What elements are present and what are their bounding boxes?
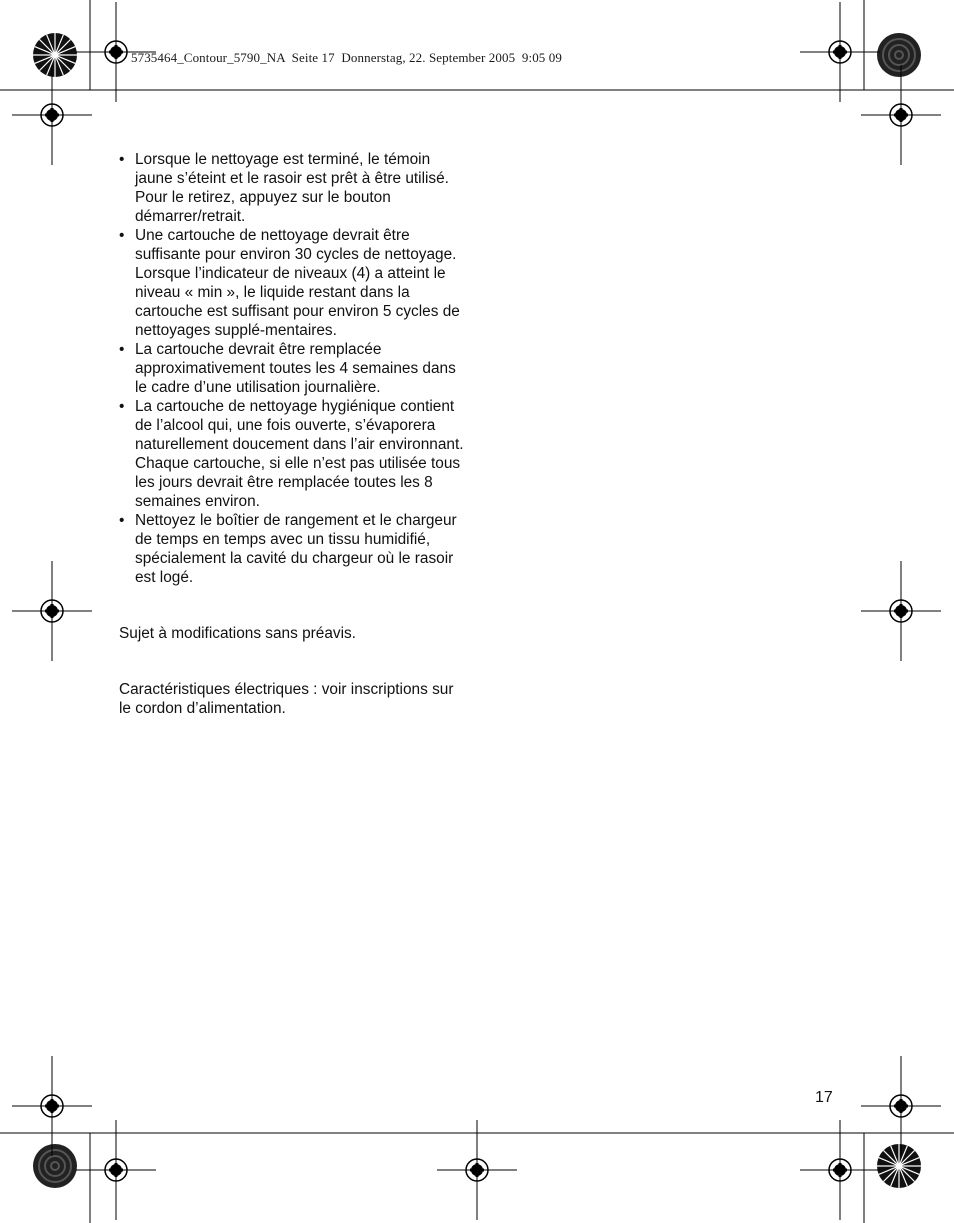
registration-mark-icon <box>12 561 92 661</box>
density-patch-icon <box>877 33 921 77</box>
bullet-symbol: • <box>119 151 125 168</box>
density-patch-icon <box>33 1144 77 1188</box>
bullet-symbol: • <box>119 512 125 529</box>
bullet-symbol: • <box>119 227 125 244</box>
page-content <box>119 150 467 718</box>
registration-mark-icon <box>861 561 941 661</box>
registration-mark-icon <box>12 65 92 165</box>
star-target-icon <box>877 1144 921 1188</box>
list-item <box>119 150 467 226</box>
bullet-symbol: • <box>119 398 125 415</box>
registration-mark-icon <box>861 1056 941 1156</box>
list-item-text: Une cartouche de nettoyage devrait être suffisante pour environ 30 cycles de nettoyage. Lorsque l’indicateur de niveaux (4) a atteint le niveau « min », le liquide restant dans la cartouche est suffisant pour environ 5 cycles de nettoyages supplé-mentaires. <box>135 227 460 339</box>
registration-mark-icon <box>800 2 880 102</box>
list-item-text: Nettoyez le boîtier de rangement et le chargeur de temps en temps avec un tissu humidifié, spécialement la cavité du chargeur où le rasoir est logé. <box>135 512 457 586</box>
registration-mark-icon <box>437 1120 517 1220</box>
bullet-symbol: • <box>119 341 125 358</box>
list-item <box>119 226 467 340</box>
star-target-icon <box>33 33 77 77</box>
bullet-list <box>119 150 467 587</box>
registration-mark-icon <box>76 1120 156 1220</box>
electrical-specs-note: Caractéristiques électriques : voir inscriptions sur le cordon d’alimentation. <box>119 681 454 717</box>
list-item-text: La cartouche devrait être remplacée approximativement toutes les 4 semaines dans le cadre d’une utilisation journalière. <box>135 341 456 396</box>
list-item <box>119 511 467 587</box>
registration-mark-icon <box>861 65 941 165</box>
registration-mark-icon <box>800 1120 880 1220</box>
list-item-text: Lorsque le nettoyage est terminé, le témoin jaune s’éteint et le rasoir est prêt à être utilisé. Pour le retirez, appuyez sur le bouton démarrer/retrait. <box>135 151 449 225</box>
modification-notice: Sujet à modifications sans préavis. <box>119 625 356 642</box>
registration-mark-icon <box>12 1056 92 1156</box>
list-item-text: La cartouche de nettoyage hygiénique contient de l’alcool qui, une fois ouverte, s’évaporera naturellement doucement dans l’air environnant. Chaque cartouche, si elle n’est pas utilisée tous les jours devrait être remplacée toutes les 8 semaines environ. <box>135 398 464 510</box>
list-item <box>119 397 467 511</box>
print-slug-header: 5735464_Contour_5790_NA Seite 17 Donnerstag, 22. September 2005 9:05 09 <box>131 50 562 65</box>
page-number: 17 <box>815 1089 833 1106</box>
list-item <box>119 340 467 397</box>
